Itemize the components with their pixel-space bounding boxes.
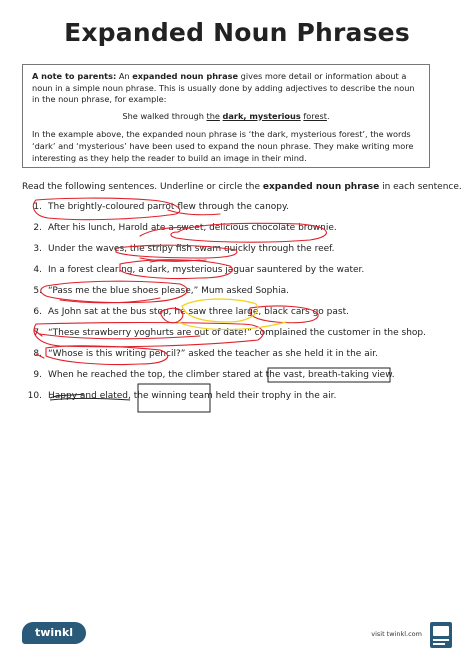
sentence-item: 5. “Pass me the blue shoes please,” Mum asked Sophia. bbox=[33, 286, 289, 296]
instructions-term: expanded noun phrase bbox=[262, 182, 380, 192]
sentence-item: 10. Happy and elated, the winning team held their trophy in the air. bbox=[27, 391, 337, 401]
note-intro: A note to parents: An expanded noun phrase gives more detail or information about a noun in a simple noun phrase. This is usually done by adding adjectives to describe the noun in the noun phrase, for example: bbox=[32, 71, 415, 105]
sentence-item: 2. After his lunch, Harold ate a sweet, delicious chocolate brownie. bbox=[33, 223, 337, 233]
sentence-item: 9. When he reached the top, the climber stared at the vast, breath-taking view. bbox=[33, 370, 395, 380]
badge-panel bbox=[433, 626, 449, 636]
instructions: Read the following sentences. Underline or circle the expanded noun phrase in each sentence. bbox=[22, 182, 462, 192]
sentence-item: 8. “Whose is this writing pencil?” asked the teacher as she held it in the air. bbox=[33, 349, 378, 359]
note-lead: A note to parents: bbox=[32, 71, 117, 81]
sentence-list bbox=[22, 200, 452, 410]
parent-note-box bbox=[22, 64, 430, 168]
sentence-item: 7. “These strawberry yoghurts are out of date!” complained the customer in the shop. bbox=[33, 328, 426, 338]
sentence-item: 4. In a forest clearing, a dark, mysterious jaguar sauntered by the water. bbox=[33, 265, 365, 275]
badge-line bbox=[433, 639, 449, 641]
badge-line bbox=[433, 643, 445, 645]
page-title: Expanded Noun Phrases bbox=[64, 18, 410, 47]
sentence-item: 3. Under the waves, the stripy fish swam quickly through the reef. bbox=[33, 244, 335, 254]
twinkl-logo: twinkl bbox=[22, 622, 86, 644]
sentence-item: 6. As John sat at the bus stop, he saw three large, black cars go past. bbox=[33, 307, 349, 317]
note-term: expanded noun phrase bbox=[132, 71, 239, 81]
note-explanation: In the example above, the expanded noun phrase is ‘the dark, mysterious forest’, the words ‘dark’ and ‘mysterious’ have been used to expand the noun phrase. They make writing more interesting as they help the reader to build an image in their mind. bbox=[32, 129, 414, 163]
sentence-item: 1. The brightly-coloured parrot flew through the canopy. bbox=[33, 202, 289, 212]
footer-url: visit twinkl.com bbox=[371, 630, 422, 638]
note-example: She walked through the dark, mysterious forest. bbox=[122, 110, 330, 121]
quality-badge-icon bbox=[428, 620, 454, 650]
